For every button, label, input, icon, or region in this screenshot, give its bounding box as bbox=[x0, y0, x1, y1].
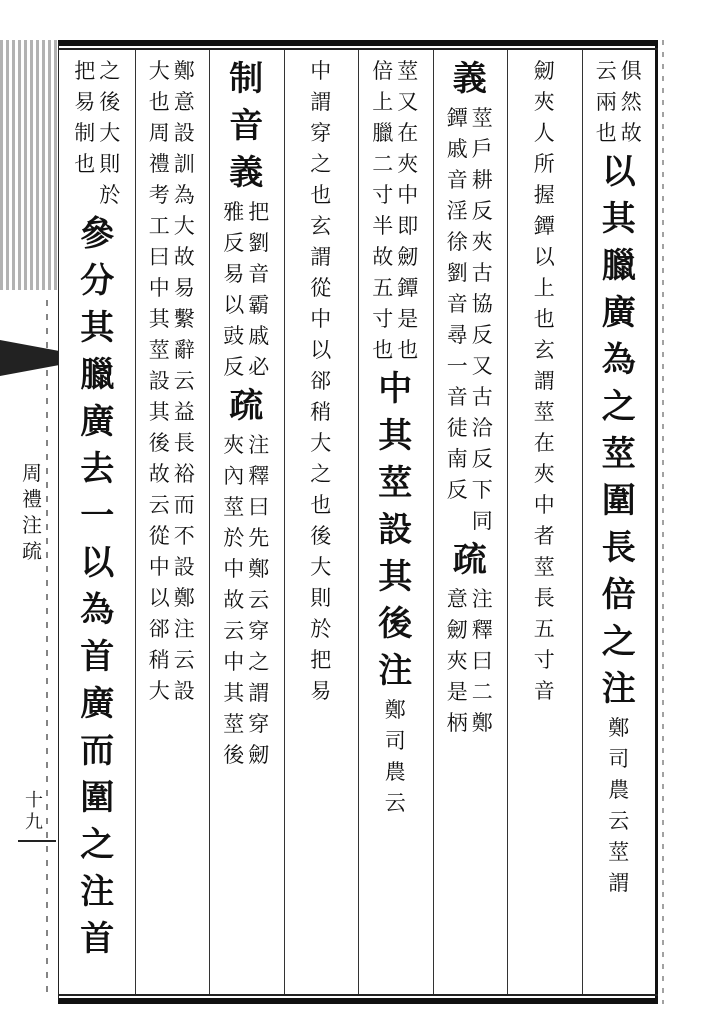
commentary-line-left bbox=[372, 56, 393, 366]
commentary-line-right bbox=[99, 56, 120, 211]
commentary-char: 也 bbox=[148, 90, 170, 114]
main-text-char: 一 bbox=[80, 496, 115, 536]
text-column bbox=[135, 56, 210, 992]
commentary-double-line bbox=[596, 56, 642, 149]
right-edge-shadow bbox=[662, 40, 664, 1004]
note-char: 謂 bbox=[310, 245, 332, 269]
note-char: 在 bbox=[533, 431, 555, 455]
text-column bbox=[209, 56, 284, 992]
note-char: 從 bbox=[310, 276, 332, 300]
commentary-char: 上 bbox=[372, 90, 394, 114]
commentary-char: 古 bbox=[471, 385, 493, 409]
commentary-char: 注 bbox=[248, 433, 270, 457]
commentary-char: 寸 bbox=[372, 183, 394, 207]
commentary-char: 中 bbox=[148, 555, 170, 579]
commentary-char: 霸 bbox=[248, 293, 270, 317]
margin-book-title bbox=[20, 460, 44, 564]
commentary-char: 而 bbox=[173, 493, 195, 517]
main-text-char: 疏 bbox=[452, 540, 487, 580]
note-char: 夾 bbox=[533, 90, 555, 114]
main-text-char: 注 bbox=[80, 872, 115, 912]
note-char: 劒 bbox=[533, 59, 555, 83]
main-text-char: 為 bbox=[601, 340, 636, 380]
commentary-char: 是 bbox=[446, 680, 468, 704]
commentary-char: 徐 bbox=[446, 230, 468, 254]
commentary-char: 於 bbox=[99, 183, 121, 207]
commentary-char: 戚 bbox=[446, 137, 468, 161]
note-char: 大 bbox=[310, 431, 332, 455]
note-char: 莖 bbox=[533, 400, 555, 424]
commentary-char: 也 bbox=[372, 338, 394, 362]
commentary-char: 又 bbox=[397, 90, 419, 114]
main-text-char: 制 bbox=[229, 59, 264, 99]
commentary-char: 然 bbox=[620, 90, 642, 114]
margin-char: 禮 bbox=[22, 487, 42, 511]
commentary-char: 曰 bbox=[148, 245, 170, 269]
commentary-double-line bbox=[447, 103, 493, 537]
commentary-char: 易 bbox=[173, 276, 195, 300]
main-text-char: 其 bbox=[80, 308, 115, 348]
commentary-char: 以 bbox=[148, 586, 170, 610]
commentary-char: 雅 bbox=[223, 200, 245, 224]
commentary-char: 設 bbox=[173, 679, 195, 703]
commentary-char: 淫 bbox=[446, 199, 468, 223]
commentary-line-left bbox=[149, 56, 170, 707]
commentary-char: 音 bbox=[248, 262, 270, 286]
commentary-char: 鄭 bbox=[173, 59, 195, 83]
commentary-char: 劉 bbox=[446, 261, 468, 285]
main-text-char: 注 bbox=[601, 669, 636, 709]
commentary-char: 設 bbox=[173, 555, 195, 579]
commentary-char: 云 bbox=[173, 648, 195, 672]
commentary-char: 曰 bbox=[248, 495, 270, 519]
text-column bbox=[284, 56, 359, 992]
commentary-char: 大 bbox=[99, 121, 121, 145]
note-char: 郤 bbox=[310, 369, 332, 393]
commentary-double-line bbox=[223, 430, 269, 771]
margin-stamp-block bbox=[0, 40, 58, 290]
commentary-char: 把 bbox=[248, 200, 270, 224]
commentary-char: 一 bbox=[446, 354, 468, 378]
commentary-char: 釋 bbox=[248, 464, 270, 488]
commentary-char: 意 bbox=[173, 90, 195, 114]
commentary-char: 也 bbox=[595, 121, 617, 145]
commentary-char: 其 bbox=[148, 307, 170, 331]
note-char: 玄 bbox=[533, 338, 555, 362]
commentary-char: 工 bbox=[148, 214, 170, 238]
commentary-char: 劉 bbox=[248, 231, 270, 255]
commentary-char: 故 bbox=[148, 462, 170, 486]
main-text-char: 其 bbox=[601, 199, 636, 239]
margin-char: 十 bbox=[25, 790, 43, 811]
commentary-char: 即 bbox=[397, 214, 419, 238]
note-char: 以 bbox=[533, 245, 555, 269]
commentary-char: 尋 bbox=[446, 323, 468, 347]
commentary-char: 設 bbox=[148, 369, 170, 393]
commentary-line-left bbox=[74, 56, 95, 211]
note-char: 寸 bbox=[533, 648, 555, 672]
commentary-char: 辭 bbox=[173, 338, 195, 362]
folio-rule bbox=[18, 840, 56, 842]
commentary-char: 耕 bbox=[471, 168, 493, 192]
commentary-char: 劒 bbox=[248, 743, 270, 767]
commentary-char: 於 bbox=[223, 526, 245, 550]
main-text-char: 首 bbox=[80, 919, 115, 959]
margin-dash-line bbox=[46, 300, 48, 1000]
note-char: 玄 bbox=[310, 214, 332, 238]
commentary-char: 五 bbox=[372, 276, 394, 300]
text-column bbox=[60, 56, 135, 992]
main-text-char: 臘 bbox=[601, 246, 636, 286]
commentary-char: 注 bbox=[471, 587, 493, 611]
commentary-char: 訓 bbox=[173, 152, 195, 176]
commentary-char: 夾 bbox=[397, 152, 419, 176]
commentary-char: 半 bbox=[372, 214, 394, 238]
note-char: 謂 bbox=[608, 871, 630, 895]
commentary-line-right bbox=[472, 584, 493, 739]
commentary-char: 二 bbox=[471, 680, 493, 704]
commentary-char: 先 bbox=[248, 526, 270, 550]
note-char: 於 bbox=[310, 617, 332, 641]
note-char: 中 bbox=[310, 59, 332, 83]
note-char: 上 bbox=[533, 276, 555, 300]
commentary-char: 是 bbox=[397, 307, 419, 331]
margin-char: 九 bbox=[25, 812, 43, 833]
main-text-char: 分 bbox=[80, 261, 115, 301]
commentary-char: 其 bbox=[148, 400, 170, 424]
main-text-char: 廣 bbox=[80, 684, 115, 724]
commentary-char: 反 bbox=[471, 199, 493, 223]
note-char: 農 bbox=[608, 778, 630, 802]
commentary-char: 故 bbox=[173, 245, 195, 269]
commentary-char: 周 bbox=[148, 121, 170, 145]
note-char: 音 bbox=[533, 679, 555, 703]
commentary-char: 二 bbox=[372, 152, 394, 176]
commentary-char: 郤 bbox=[148, 617, 170, 641]
note-char: 則 bbox=[310, 586, 332, 610]
note-char: 鄭 bbox=[608, 716, 630, 740]
note-char: 鄭 bbox=[384, 698, 406, 722]
commentary-char: 後 bbox=[223, 743, 245, 767]
commentary-char: 戚 bbox=[248, 324, 270, 348]
note-char: 中 bbox=[533, 493, 555, 517]
commentary-char: 考 bbox=[148, 183, 170, 207]
commentary-char: 故 bbox=[620, 121, 642, 145]
fish-tail-mark bbox=[0, 340, 58, 376]
commentary-line-left bbox=[223, 197, 244, 383]
commentary-char: 內 bbox=[223, 464, 245, 488]
commentary-char: 易 bbox=[74, 90, 96, 114]
commentary-double-line bbox=[372, 56, 418, 366]
commentary-char: 中 bbox=[148, 276, 170, 300]
commentary-char: 曰 bbox=[471, 649, 493, 673]
commentary-char: 釋 bbox=[471, 618, 493, 642]
commentary-char: 柄 bbox=[446, 711, 468, 735]
commentary-char: 莖 bbox=[397, 59, 419, 83]
note-char: 人 bbox=[533, 121, 555, 145]
commentary-char: 大 bbox=[148, 679, 170, 703]
commentary-char: 鐔 bbox=[397, 276, 419, 300]
main-text-char: 參 bbox=[80, 214, 115, 254]
commentary-char: 云 bbox=[148, 493, 170, 517]
main-text-char: 設 bbox=[378, 510, 413, 550]
commentary-char: 大 bbox=[173, 214, 195, 238]
commentary-line-right bbox=[397, 56, 418, 366]
main-text-char: 其 bbox=[378, 557, 413, 597]
main-text-char: 其 bbox=[378, 416, 413, 456]
commentary-char: 莖 bbox=[223, 495, 245, 519]
commentary-char: 徒 bbox=[446, 416, 468, 440]
commentary-char: 穿 bbox=[248, 619, 270, 643]
commentary-char: 益 bbox=[173, 400, 195, 424]
commentary-char: 不 bbox=[173, 524, 195, 548]
commentary-char: 臘 bbox=[372, 121, 394, 145]
commentary-char: 鄭 bbox=[471, 711, 493, 735]
commentary-double-line bbox=[74, 56, 120, 211]
note-char: 謂 bbox=[310, 90, 332, 114]
commentary-char: 音 bbox=[446, 168, 468, 192]
note-char: 夾 bbox=[533, 462, 555, 486]
commentary-char: 俱 bbox=[620, 59, 642, 83]
note-char: 所 bbox=[533, 152, 555, 176]
main-text-char: 後 bbox=[378, 604, 413, 644]
note-char: 司 bbox=[608, 747, 630, 771]
commentary-char: 音 bbox=[446, 292, 468, 316]
commentary-char: 南 bbox=[446, 447, 468, 471]
commentary-char: 莖 bbox=[148, 338, 170, 362]
commentary-char: 禮 bbox=[148, 152, 170, 176]
commentary-char: 之 bbox=[99, 59, 121, 83]
main-text-char: 中 bbox=[378, 369, 413, 409]
commentary-char: 故 bbox=[223, 588, 245, 612]
note-char: 者 bbox=[533, 524, 555, 548]
commentary-char: 云 bbox=[173, 369, 195, 393]
note-char: 後 bbox=[310, 524, 332, 548]
commentary-char: 注 bbox=[173, 617, 195, 641]
commentary-char: 裕 bbox=[173, 462, 195, 486]
note-char: 之 bbox=[310, 152, 332, 176]
commentary-char: 以 bbox=[223, 293, 245, 317]
main-text-char: 長 bbox=[601, 528, 636, 568]
main-text-char: 臘 bbox=[80, 355, 115, 395]
commentary-char: 中 bbox=[397, 183, 419, 207]
commentary-char: 劒 bbox=[446, 618, 468, 642]
main-text-char: 之 bbox=[601, 387, 636, 427]
text-column bbox=[582, 56, 657, 992]
main-text-char: 以 bbox=[601, 152, 636, 192]
commentary-char: 穿 bbox=[248, 712, 270, 736]
commentary-char: 戶 bbox=[471, 137, 493, 161]
main-text-char: 首 bbox=[80, 637, 115, 677]
commentary-line-right bbox=[621, 56, 642, 149]
note-char: 云 bbox=[384, 791, 406, 815]
main-text-char: 而 bbox=[80, 731, 115, 771]
commentary-line-right bbox=[248, 197, 269, 383]
commentary-char: 中 bbox=[223, 557, 245, 581]
commentary-char: 莖 bbox=[223, 712, 245, 736]
note-char: 稍 bbox=[310, 400, 332, 424]
main-text-char: 倍 bbox=[601, 575, 636, 615]
commentary-char: 大 bbox=[148, 59, 170, 83]
note-char: 云 bbox=[608, 809, 630, 833]
commentary-line-right bbox=[248, 430, 269, 771]
commentary-double-line bbox=[447, 584, 493, 739]
text-column bbox=[433, 56, 508, 992]
main-text-char: 以 bbox=[80, 543, 115, 583]
frame-inner-bottom-rule bbox=[58, 994, 658, 996]
commentary-char: 夾 bbox=[446, 649, 468, 673]
main-text-char: 義 bbox=[452, 59, 487, 99]
commentary-char: 長 bbox=[173, 431, 195, 455]
commentary-char: 反 bbox=[471, 447, 493, 471]
note-char: 莖 bbox=[608, 840, 630, 864]
fold-margin bbox=[0, 40, 58, 1004]
commentary-char: 鐔 bbox=[446, 106, 468, 130]
main-text-char: 莖 bbox=[601, 434, 636, 474]
commentary-line-right bbox=[472, 103, 493, 537]
commentary-char: 音 bbox=[446, 385, 468, 409]
commentary-line-left bbox=[223, 430, 244, 771]
folio-number bbox=[22, 790, 46, 834]
commentary-char: 繫 bbox=[173, 307, 195, 331]
commentary-char: 之 bbox=[248, 650, 270, 674]
note-char: 謂 bbox=[533, 369, 555, 393]
note-char: 把 bbox=[310, 648, 332, 672]
note-char: 穿 bbox=[310, 121, 332, 145]
main-text-char: 之 bbox=[80, 825, 115, 865]
note-char: 以 bbox=[310, 338, 332, 362]
commentary-char: 夾 bbox=[223, 433, 245, 457]
note-char: 司 bbox=[384, 729, 406, 753]
main-text-char: 之 bbox=[601, 622, 636, 662]
commentary-char: 莖 bbox=[471, 106, 493, 130]
note-char: 大 bbox=[310, 555, 332, 579]
main-text-char: 廣 bbox=[601, 293, 636, 333]
margin-char: 周 bbox=[22, 461, 42, 485]
commentary-char: 云 bbox=[248, 588, 270, 612]
commentary-char: 故 bbox=[372, 245, 394, 269]
commentary-char: 為 bbox=[173, 183, 195, 207]
note-char: 莖 bbox=[533, 555, 555, 579]
commentary-char: 必 bbox=[248, 355, 270, 379]
commentary-char: 設 bbox=[173, 121, 195, 145]
commentary-char: 在 bbox=[397, 121, 419, 145]
commentary-char: 後 bbox=[99, 90, 121, 114]
note-char: 五 bbox=[533, 617, 555, 641]
commentary-char: 協 bbox=[471, 292, 493, 316]
commentary-char: 云 bbox=[595, 59, 617, 83]
commentary-char: 云 bbox=[223, 619, 245, 643]
main-text-char: 為 bbox=[80, 590, 115, 630]
commentary-char: 也 bbox=[397, 338, 419, 362]
commentary-double-line bbox=[149, 56, 195, 707]
main-text-char: 義 bbox=[229, 153, 264, 193]
commentary-line-right bbox=[174, 56, 195, 707]
commentary-char: 易 bbox=[223, 262, 245, 286]
commentary-char: 同 bbox=[471, 509, 493, 533]
commentary-char: 倍 bbox=[372, 59, 394, 83]
main-text-char: 圍 bbox=[80, 778, 115, 818]
main-text-char: 注 bbox=[378, 651, 413, 691]
commentary-char: 又 bbox=[471, 354, 493, 378]
commentary-char: 則 bbox=[99, 152, 121, 176]
margin-char: 疏 bbox=[22, 539, 42, 563]
commentary-char: 反 bbox=[223, 355, 245, 379]
commentary-char: 豉 bbox=[223, 324, 245, 348]
commentary-char: 鄭 bbox=[173, 586, 195, 610]
commentary-line-left bbox=[447, 584, 468, 739]
note-char: 也 bbox=[310, 493, 332, 517]
main-text-char: 廣 bbox=[80, 402, 115, 442]
commentary-char: 把 bbox=[74, 59, 96, 83]
commentary-char: 反 bbox=[223, 231, 245, 255]
commentary-char: 也 bbox=[74, 152, 96, 176]
note-char: 長 bbox=[533, 586, 555, 610]
note-char: 也 bbox=[533, 307, 555, 331]
commentary-char: 下 bbox=[471, 478, 493, 502]
main-text-char: 音 bbox=[229, 106, 264, 146]
note-char: 握 bbox=[533, 183, 555, 207]
commentary-char: 鄭 bbox=[248, 557, 270, 581]
commentary-char: 從 bbox=[148, 524, 170, 548]
commentary-char: 後 bbox=[148, 431, 170, 455]
commentary-char: 中 bbox=[223, 650, 245, 674]
commentary-char: 其 bbox=[223, 681, 245, 705]
note-char: 農 bbox=[384, 760, 406, 784]
commentary-char: 反 bbox=[471, 323, 493, 347]
commentary-char: 謂 bbox=[248, 681, 270, 705]
margin-char: 注 bbox=[22, 513, 42, 537]
commentary-char: 洽 bbox=[471, 416, 493, 440]
note-char: 鐔 bbox=[533, 214, 555, 238]
commentary-double-line bbox=[223, 197, 269, 383]
main-text-char: 圍 bbox=[601, 481, 636, 521]
commentary-char: 古 bbox=[471, 261, 493, 285]
commentary-char: 反 bbox=[446, 478, 468, 502]
commentary-line-left bbox=[447, 103, 468, 537]
text-column bbox=[507, 56, 582, 992]
commentary-line-left bbox=[596, 56, 617, 149]
note-char: 也 bbox=[310, 183, 332, 207]
main-text-char: 疏 bbox=[229, 386, 264, 426]
commentary-char: 稍 bbox=[148, 648, 170, 672]
main-text-char: 去 bbox=[80, 449, 115, 489]
commentary-char: 寸 bbox=[372, 307, 394, 331]
commentary-char: 劒 bbox=[397, 245, 419, 269]
text-column bbox=[358, 56, 433, 992]
commentary-char: 意 bbox=[446, 587, 468, 611]
commentary-char: 制 bbox=[74, 121, 96, 145]
note-char: 中 bbox=[310, 307, 332, 331]
commentary-char: 夾 bbox=[471, 230, 493, 254]
commentary-char: 兩 bbox=[595, 90, 617, 114]
main-text-char: 莖 bbox=[378, 463, 413, 503]
note-char: 易 bbox=[310, 679, 332, 703]
note-char: 之 bbox=[310, 462, 332, 486]
